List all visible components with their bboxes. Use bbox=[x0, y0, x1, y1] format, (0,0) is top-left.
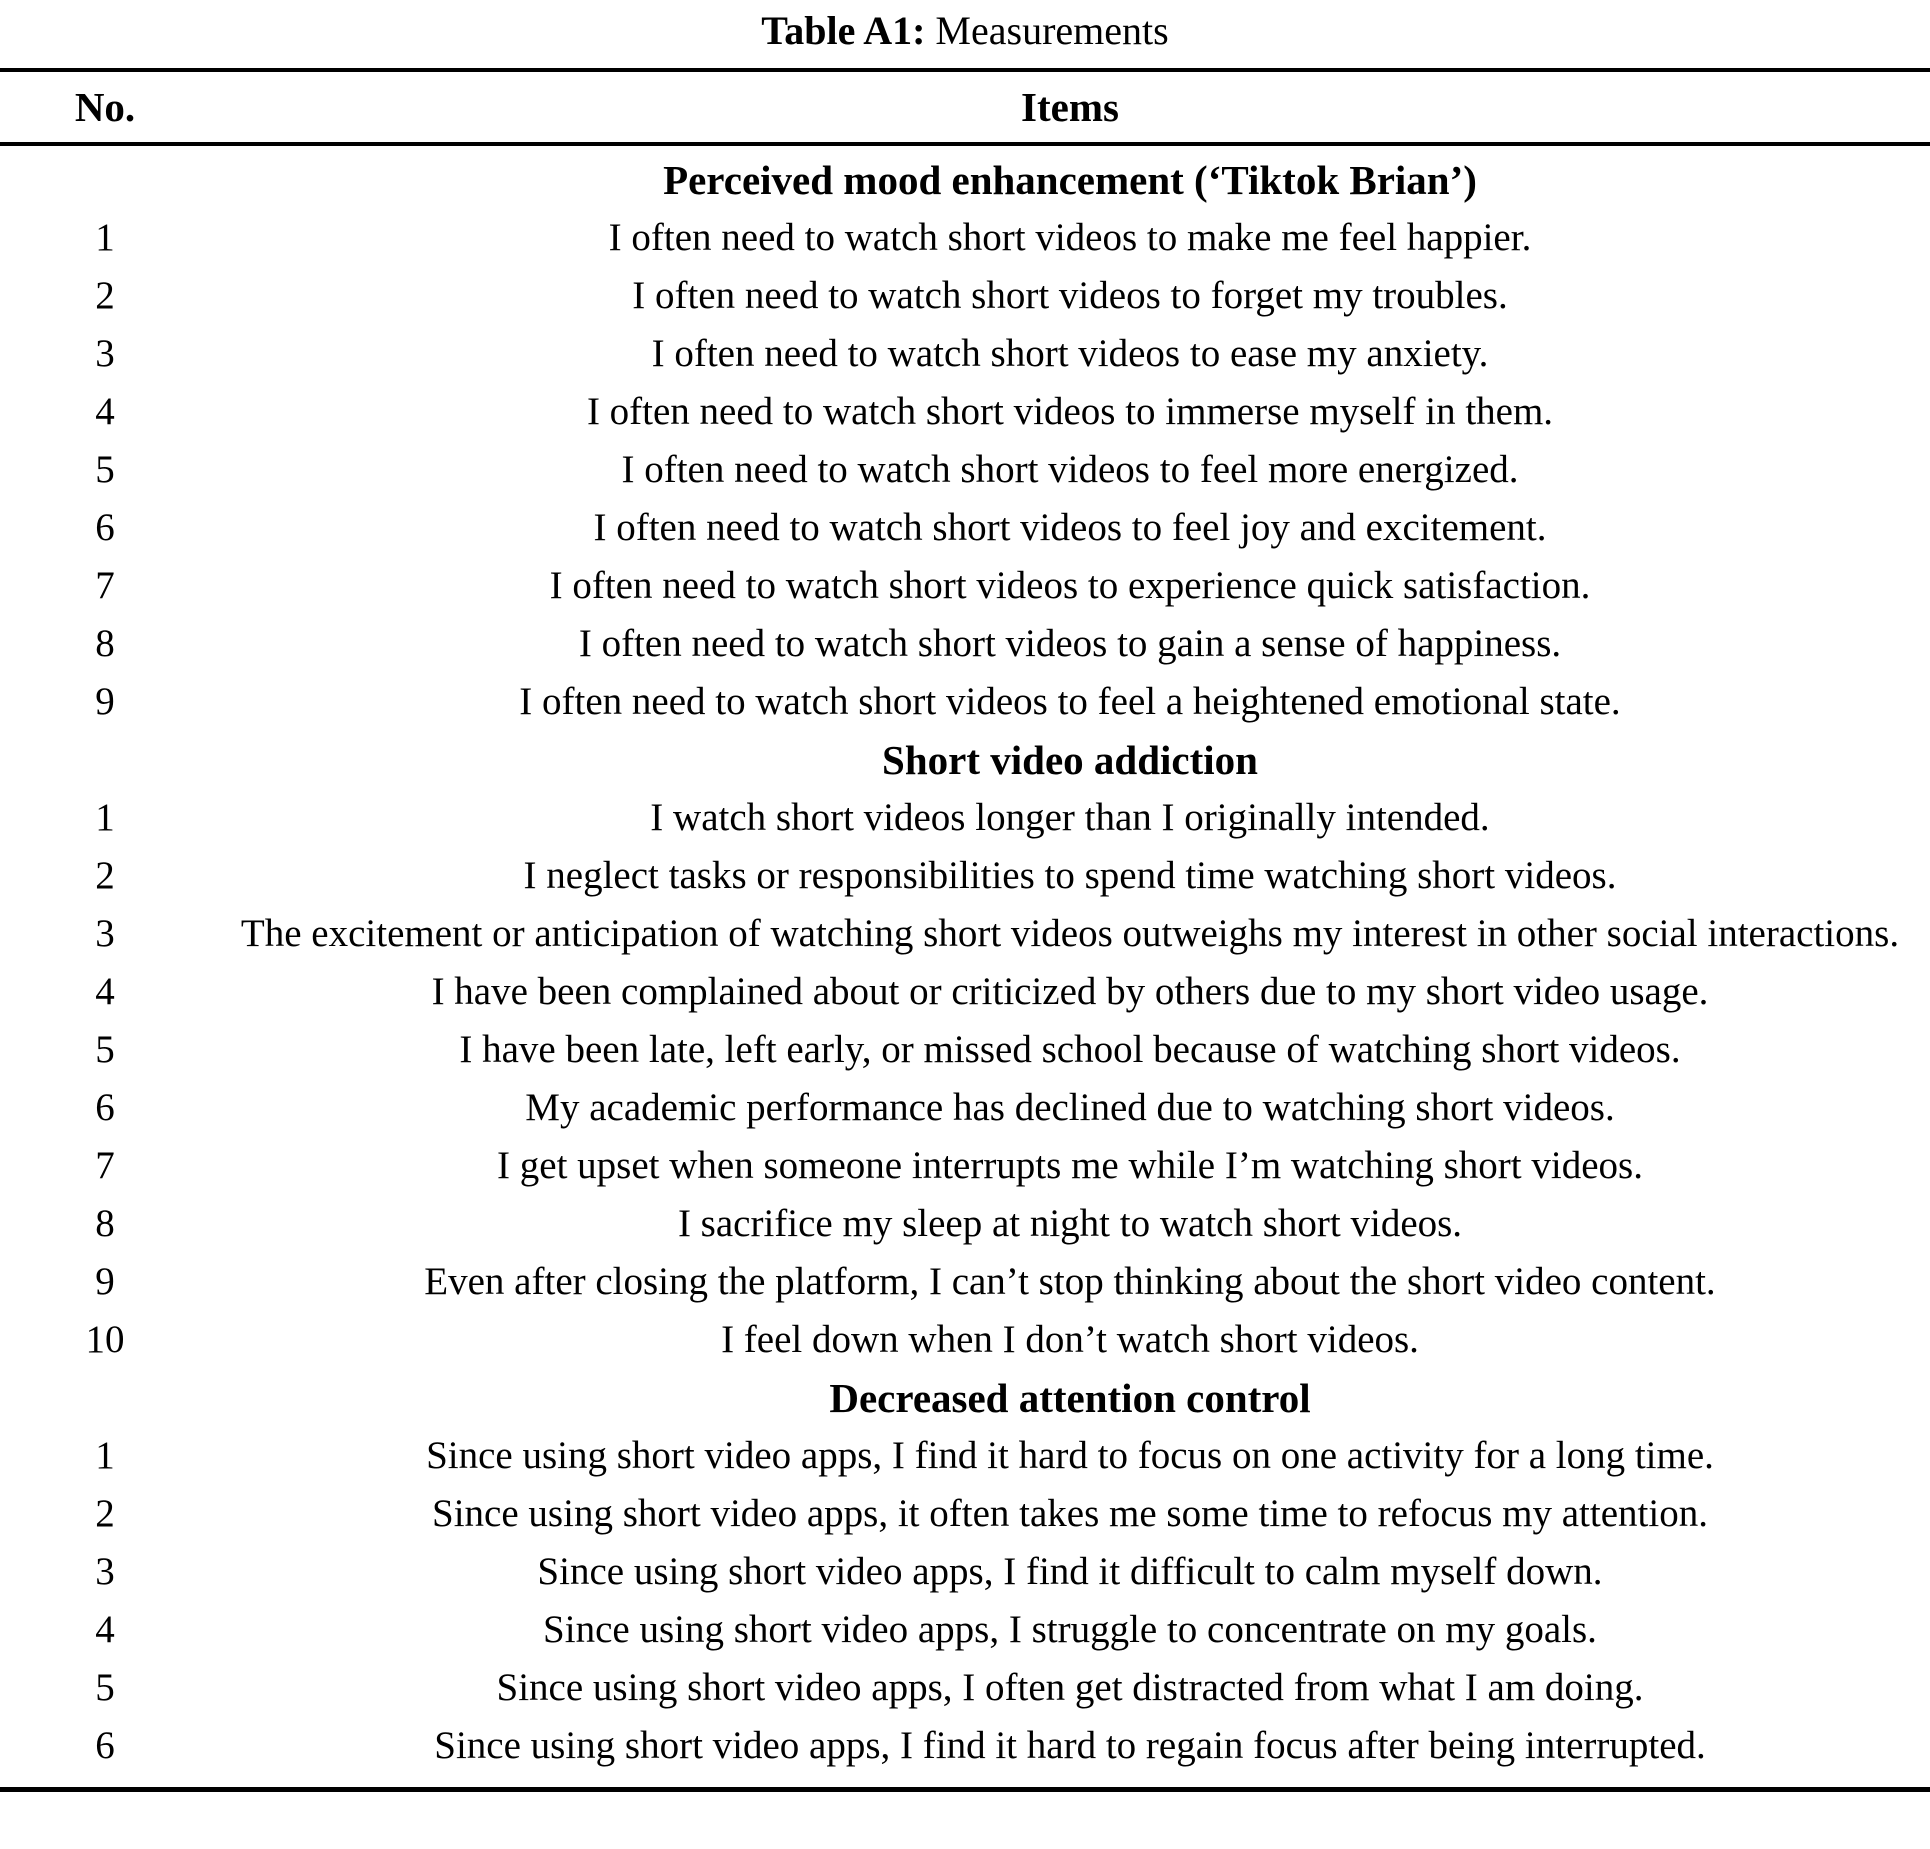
table-header-row bbox=[0, 72, 1930, 142]
table-bottom-rule bbox=[0, 1787, 1930, 1792]
table-row bbox=[0, 615, 1930, 673]
item-text: I feel down when I don’t watch short videos. bbox=[721, 1318, 1419, 1361]
table-row bbox=[0, 557, 1930, 615]
table-row bbox=[0, 383, 1930, 441]
table-row bbox=[0, 905, 1930, 963]
table-row bbox=[0, 1137, 1930, 1195]
item-text: I have been late, left early, or missed school because of watching short videos. bbox=[459, 1028, 1681, 1071]
item-number: 1 bbox=[95, 796, 115, 839]
table-row bbox=[0, 441, 1930, 499]
item-text: I often need to watch short videos to feel more energized. bbox=[621, 448, 1519, 491]
item-text: I often need to watch short videos to gain a sense of happiness. bbox=[578, 622, 1562, 665]
item-number: 9 bbox=[95, 1260, 115, 1303]
table-row bbox=[0, 1427, 1930, 1485]
item-text: The excitement or anticipation of watching short videos outweighs my interest in other social interactions. bbox=[240, 912, 1900, 955]
table-row bbox=[0, 1079, 1930, 1137]
table-row bbox=[0, 499, 1930, 557]
item-number: 6 bbox=[95, 506, 115, 549]
item-text: I have been complained about or criticized by others due to my short video usage. bbox=[431, 970, 1709, 1013]
item-text: Since using short video apps, it often takes me some time to refocus my attention. bbox=[432, 1492, 1708, 1535]
item-number: 9 bbox=[95, 680, 115, 723]
section-header: Decreased attention control bbox=[829, 1375, 1311, 1421]
item-number: 4 bbox=[95, 390, 115, 433]
table-row bbox=[0, 673, 1930, 731]
item-number: 2 bbox=[95, 854, 115, 897]
item-number: 6 bbox=[95, 1724, 115, 1767]
item-text: I often need to watch short videos to make me feel happier. bbox=[608, 216, 1532, 259]
section-header: Perceived mood enhancement (‘Tiktok Brian’) bbox=[663, 157, 1477, 203]
table-caption bbox=[0, 0, 1930, 56]
table-row bbox=[0, 1717, 1930, 1775]
item-text: My academic performance has declined due to watching short videos. bbox=[525, 1086, 1615, 1129]
table-row bbox=[0, 789, 1930, 847]
item-text: Since using short video apps, I find it hard to regain focus after being interrupted. bbox=[434, 1724, 1706, 1767]
item-text: I often need to watch short videos to feel joy and excitement. bbox=[593, 506, 1547, 549]
section-header: Short video addiction bbox=[882, 737, 1258, 783]
item-text: Even after closing the platform, I can’t stop thinking about the short video content. bbox=[424, 1260, 1716, 1303]
table-body bbox=[0, 146, 1930, 1787]
item-number: 5 bbox=[95, 448, 115, 491]
item-number: 4 bbox=[95, 970, 115, 1013]
column-header-items: Items bbox=[1021, 84, 1119, 130]
item-number: 3 bbox=[95, 912, 115, 955]
table-row bbox=[0, 267, 1930, 325]
table-caption-label: Table A1: bbox=[761, 8, 926, 53]
item-number: 10 bbox=[85, 1318, 125, 1361]
item-number: 7 bbox=[95, 1144, 115, 1187]
section-header-row bbox=[0, 731, 1930, 789]
table-row bbox=[0, 1543, 1930, 1601]
item-text: I often need to watch short videos to ease my anxiety. bbox=[651, 332, 1489, 375]
table-row bbox=[0, 1659, 1930, 1717]
column-header-no: No. bbox=[74, 84, 136, 130]
item-text: Since using short video apps, I find it hard to focus on one activity for a long time. bbox=[426, 1434, 1714, 1477]
table-row bbox=[0, 1601, 1930, 1659]
item-text: I often need to watch short videos to feel a heightened emotional state. bbox=[519, 680, 1621, 723]
table-row bbox=[0, 209, 1930, 267]
item-text: Since using short video apps, I struggle to concentrate on my goals. bbox=[543, 1608, 1597, 1651]
table-row bbox=[0, 963, 1930, 1021]
table-row bbox=[0, 1195, 1930, 1253]
table-row bbox=[0, 1311, 1930, 1369]
item-number: 6 bbox=[95, 1086, 115, 1129]
item-text: I get upset when someone interrupts me while I’m watching short videos. bbox=[497, 1144, 1643, 1187]
item-text: Since using short video apps, I find it difficult to calm myself down. bbox=[537, 1550, 1603, 1593]
item-number: 1 bbox=[95, 1434, 115, 1477]
item-number: 4 bbox=[95, 1608, 115, 1651]
table-caption-text: Measurements bbox=[935, 8, 1169, 53]
item-number: 3 bbox=[95, 1550, 115, 1593]
item-number: 7 bbox=[95, 564, 115, 607]
item-number: 2 bbox=[95, 1492, 115, 1535]
item-text: Since using short video apps, I often get distracted from what I am doing. bbox=[496, 1666, 1644, 1709]
item-number: 1 bbox=[95, 216, 115, 259]
item-text: I sacrifice my sleep at night to watch short videos. bbox=[677, 1202, 1463, 1245]
item-text: I watch short videos longer than I originally intended. bbox=[650, 796, 1490, 839]
item-text: I often need to watch short videos to immerse myself in them. bbox=[586, 390, 1554, 433]
item-number: 3 bbox=[95, 332, 115, 375]
item-text: I often need to watch short videos to forget my troubles. bbox=[632, 274, 1508, 317]
table-row bbox=[0, 1485, 1930, 1543]
table-row bbox=[0, 1253, 1930, 1311]
item-number: 5 bbox=[95, 1666, 115, 1709]
item-text: I neglect tasks or responsibilities to spend time watching short videos. bbox=[523, 854, 1617, 897]
section-header-row bbox=[0, 1369, 1930, 1427]
item-number: 8 bbox=[95, 622, 115, 665]
item-number: 2 bbox=[95, 274, 115, 317]
table-row bbox=[0, 325, 1930, 383]
table-row bbox=[0, 847, 1930, 905]
item-text: I often need to watch short videos to experience quick satisfaction. bbox=[549, 564, 1591, 607]
section-header-row bbox=[0, 151, 1930, 209]
table-row bbox=[0, 1021, 1930, 1079]
item-number: 5 bbox=[95, 1028, 115, 1071]
item-number: 8 bbox=[95, 1202, 115, 1245]
